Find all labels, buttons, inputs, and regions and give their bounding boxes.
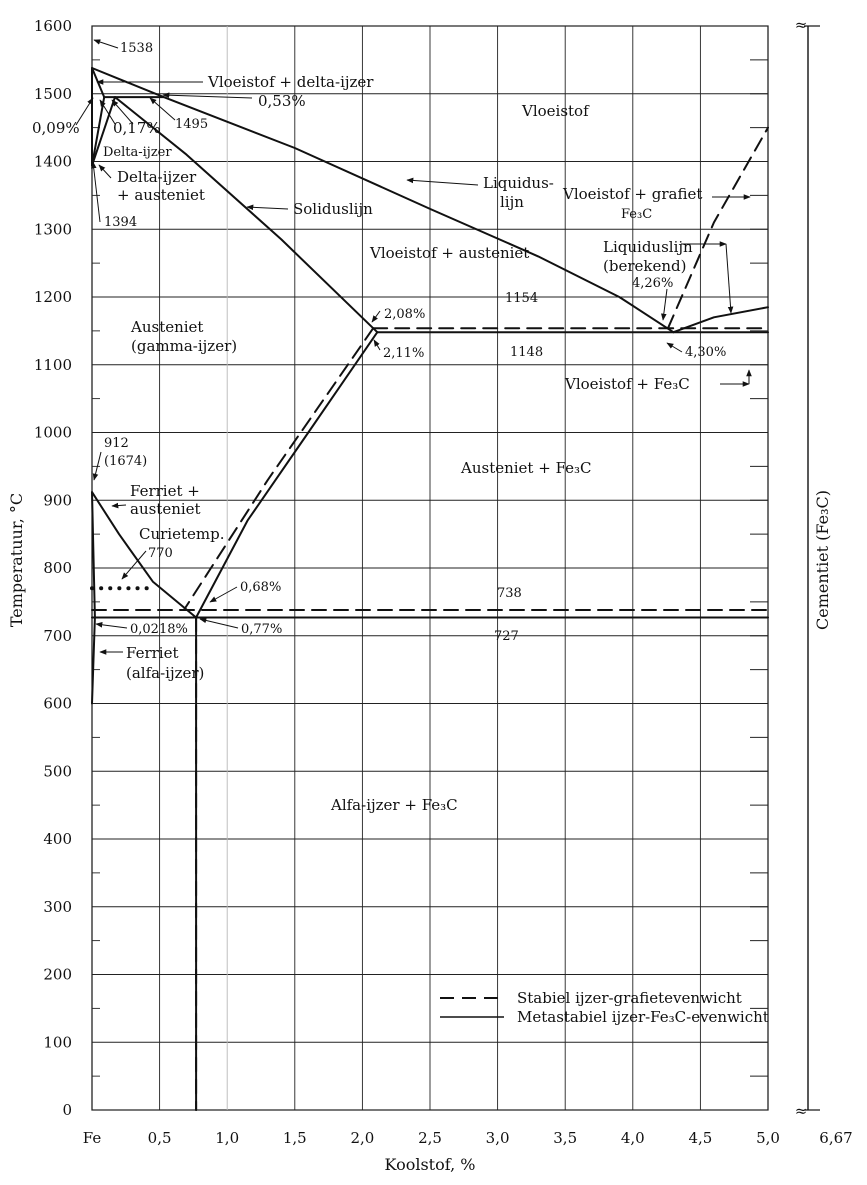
y-axis-title: Temperatuur, °C [7,492,26,628]
break-symbol-bottom: ≈ [794,1102,808,1120]
annotation-arrow [663,289,667,320]
x-axis-title: Koolstof, % [384,1155,476,1174]
label-ferriet-austeniet-1: Ferriet + [130,482,200,500]
legend-solid-label: Metastabiel ijzer-Fe₃C-evenwicht [517,1008,769,1026]
y-tick-label: 1400 [33,152,72,171]
label-1538: 1538 [120,41,154,56]
label-430: 4,30% [685,345,727,360]
label-1148: 1148 [510,345,544,360]
label-208: 2,08% [384,307,426,322]
x-tick-label: Fe [82,1129,102,1147]
label-211: 2,11% [383,346,425,361]
annotation-arrow [407,180,478,185]
annotation-arrow [210,587,237,602]
label-austeniet-1: Austeniet [131,318,204,336]
x-end-tick-label: 6,67 [819,1129,853,1147]
y-tick-label: 1300 [33,220,72,239]
label-vloeistof: Vloeistof [522,102,589,120]
legend [440,989,769,1026]
label-soliduslijn: Soliduslijn [293,200,373,218]
annotation-arrow [94,40,118,48]
annotation-arrow [99,165,111,178]
legend-dashed-label: Stabiel ijzer-grafietevenwicht [517,989,742,1007]
label-1394: 1394 [104,215,138,230]
label-delta-austeniet-2: + austeniet [117,186,205,204]
annotation-arrow [667,343,682,352]
label-liq-berekend-1: Liquiduslijn [603,238,693,256]
x-tick-label: 2,5 [418,1129,442,1147]
label-738: 738 [497,586,522,601]
label-077: 0,77% [241,622,283,637]
label-1495: 1495 [175,117,209,132]
phase-line-solid [196,332,377,617]
y-tick-label: 200 [43,965,72,984]
y-tick-label: 300 [43,897,72,916]
label-912-1: 912 [104,436,129,451]
x-tick-label: 4,5 [688,1129,713,1147]
x-tick-label: 3,5 [553,1129,578,1147]
label-vloeistof-grafiet-2: Fe₃C [621,207,653,222]
label-vloeistof-fe3c: Vloeistof + Fe₃C [565,375,690,393]
annotation-arrow [374,340,380,350]
label-curie-1: Curietemp. [139,525,225,543]
label-alfa-fe3c: Alfa-ijzer + Fe₃C [331,796,458,814]
x-tick-label: 1,0 [215,1129,240,1147]
annotation-arrow [93,162,100,222]
x-tick-label: 3,0 [485,1129,510,1147]
y-tick-label: 1200 [33,288,72,306]
label-ferriet-alfa-1: Ferriet [126,644,179,662]
label-1154: 1154 [505,291,539,306]
annotation-arrow [726,244,731,313]
label-austeniet-fe3c: Austeniet + Fe₃C [461,459,592,477]
label-727: 727 [494,629,519,644]
label-vloeistof-delta: Vloeistof + delta-ijzer [208,73,374,91]
x-tick-label: 5,0 [756,1129,780,1147]
y-tick-label: 500 [43,762,72,781]
x-tick-label: 2,0 [350,1129,375,1147]
label-vloeistof-austeniet: Vloeistof + austeniet [370,244,530,262]
annotation-arrow [372,311,380,322]
label-068: 0,68% [240,580,282,595]
label-liq-berekend-2: (berekend) [603,257,687,275]
break-symbol-top: ≈ [794,16,808,34]
y-tick-label: 600 [43,694,72,713]
label-liquiduslijn-1: Liquidus- [483,174,554,192]
annotation-arrow [163,95,252,98]
label-009: 0,09% [32,119,80,137]
label-delta-ijzer: Delta-ijzer [103,145,172,160]
annotation-arrow [112,505,126,506]
label-ferriet-austeniet-2: austeniet [130,500,201,518]
label-curie-2: 770 [148,546,173,561]
y-tick-label: 400 [43,830,72,848]
label-426: 4,26% [632,276,674,291]
y-tick-label: 1100 [33,355,72,374]
y-tick-label: 900 [43,491,72,510]
label-delta-austeniet-1: Delta-ijzer [117,168,197,186]
y-tick-label: 1500 [33,84,72,103]
label-ferriet-alfa-2: (alfa-ijzer) [126,664,205,682]
y-tick-label: 0 [62,1101,72,1119]
label-austeniet-2: (gamma-ijzer) [131,337,238,355]
x-tick-label: 4,0 [620,1129,645,1147]
annotation-arrow [96,624,127,628]
y-tick-label: 800 [43,559,72,577]
y-tick-label: 700 [43,626,72,645]
label-liquiduslijn-2: lijn [500,193,524,211]
annotation-arrow [150,98,175,120]
y-tick-label: 1600 [33,17,72,35]
right-axis-title: Cementiet (Fe₃C) [813,489,832,631]
label-vloeistof-grafiet-1: Vloeistof + grafiet [563,185,703,203]
annotation-arrow [247,207,288,209]
label-00218: 0,0218% [130,622,188,637]
annotation-arrow [200,619,238,628]
label-017: 0,17% [113,119,161,137]
y-tick-label: 1000 [33,423,72,442]
label-912-2: (1674) [104,454,148,469]
label-053: 0,53% [258,92,306,110]
phase-line-dashed [668,128,768,329]
y-tick-label: 100 [43,1033,72,1052]
x-tick-label: 0,5 [147,1129,172,1147]
x-tick-label: 1,5 [282,1129,307,1147]
